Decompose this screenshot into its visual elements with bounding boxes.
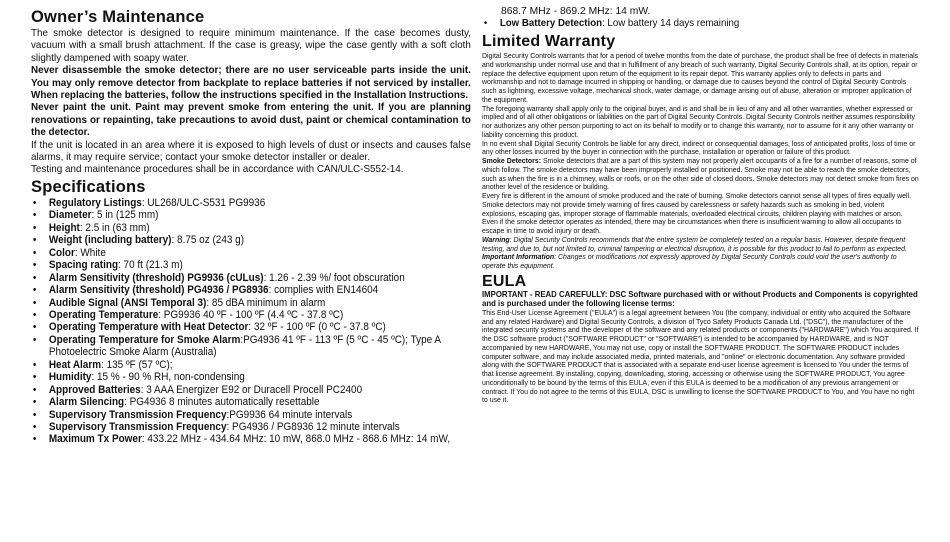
- spec-value: :PG4936 41 ºF - 113 ºF (5 ºC - 45 ºC); Type A Photoelectric Smoke Alarm (Australia): [48, 333, 441, 359]
- bullet-icon: •: [32, 371, 37, 384]
- specifications-list: [31, 197, 471, 446]
- maintenance-paragraph-testing: Testing and maintenance procedures shall be in accordance with CAN/ULC-S552-14.: [31, 163, 404, 176]
- spec-item: [31, 321, 489, 333]
- spec-value: : complies with EN14604: [268, 284, 379, 297]
- warning-label: Warning: [482, 234, 510, 244]
- spec-item: [31, 222, 489, 234]
- spec-value: : 3 AAA Energizer E92 or Duracell Procell PC2400: [140, 383, 363, 396]
- bullet-icon: •: [32, 234, 37, 247]
- spec-item: [31, 433, 489, 445]
- spec-value: : 32 ºF - 100 ºF (0 ºC - 37.8 ºC): [248, 321, 386, 334]
- spec-label: Regulatory Listings: [48, 196, 142, 209]
- important-information-label: Important Information: [482, 252, 555, 262]
- maintenance-paragraph-paint: Never paint the unit. Paint may prevent smoke from entering the unit. If you are planning renovations or repainting, take precautions to avoid dust, paint or chemical contamination to the detector.: [31, 101, 471, 139]
- tx-power-continuation: 868.7 MHz - 869.2 MHz: 14 mW.: [501, 6, 651, 17]
- left-column: [31, 8, 471, 446]
- bullet-icon: •: [483, 18, 488, 29]
- bullet-icon: •: [32, 246, 37, 259]
- spec-label: Approved Batteries: [48, 383, 141, 396]
- smoke-detectors-text: Smoke detectors that are a part of this system may not properly alert occupants of a fire for a number of reasons, some of which follow. The smoke detectors may have been improperly installed or positioned. Smoke may not be able to reach the smoke detectors, such as when the fire is in a chimney, walls or roofs, or on the other side of closed doors. Smoke detectors may not detect smoke from fires on another level of the residence or building.: [482, 156, 919, 192]
- bullet-icon: •: [32, 209, 37, 222]
- warranty-paragraph-6: Even if the smoke detector operates as intended, there may be circumstances when there is insufficient warning to allow all occupants to escape in time to avoid injury or death.: [482, 217, 902, 235]
- spec-item: [31, 334, 489, 359]
- spec-label: Color: [48, 246, 75, 259]
- bullet-icon: •: [32, 196, 37, 209]
- spec-item: [31, 371, 489, 383]
- spec-value: : 5 in (125 mm): [91, 209, 159, 222]
- bullet-icon: •: [32, 433, 37, 446]
- warranty-paragraph-5: Every fire is different in the amount of smoke produced and the rate of burning. Smoke detectors cannot sense all types of fires equally well. Smoke detectors may not provide timely warning of fires caused by carelessness or safety hazards such as smoking in bed, violent explosions, escaping gas, improper storage of flammable materials, overloaded electrical circuits, children playing with matches or arson.: [482, 191, 912, 218]
- spec-label: Diameter: [48, 209, 92, 222]
- spec-value: : 70 ft (21.3 m): [118, 259, 183, 272]
- maintenance-paragraph-dust: If the unit is located in an area where it is exposed to high levels of dust or insects and causes false alarms, it may require service; contact your smoke detector installer or dealer.: [31, 138, 471, 164]
- bullet-icon: •: [32, 284, 37, 297]
- warning-text: : Digital Security Controls recommends that the entire system be completely tested on a regular basis. However, despite frequent testing, and due to, but not limited to, criminal tampering or electrical disruption, it is possible for this product to fail to perform as expected.: [482, 234, 907, 253]
- warranty-paragraph-warning: [482, 236, 920, 254]
- spec-item: [31, 259, 489, 271]
- spec-label: Operating Temperature with Heat Detector: [48, 321, 249, 334]
- maintenance-paragraph-disassemble: Never disassemble the smoke detector; there are no user serviceable parts inside the unit. You may only remove detector from backplate to replace batteries if not serviced by installer. When replacing the batteries, follow the instructions specified in the Installation Instructions.: [31, 64, 471, 102]
- bullet-icon: •: [32, 383, 37, 396]
- spec-item: [31, 197, 489, 209]
- spec-item: [31, 297, 489, 309]
- spec-label: Supervisory Transmission Frequency: [48, 408, 227, 421]
- spec-label: Heat Alarm: [48, 358, 102, 371]
- spec-label: Height: [48, 221, 80, 234]
- spec-item: [31, 396, 489, 408]
- spec-value: : White: [74, 246, 106, 259]
- spec-label: Weight (including battery): [48, 234, 172, 247]
- spec-value: : PG9936 40 ºF - 100 ºF (4.4 ºC - 37.8 ºC): [158, 308, 344, 321]
- warranty-paragraph-smoke-detectors: [482, 157, 920, 192]
- warranty-paragraph-3: In no event shall Digital Security Controls be liable for any direct, indirect or consequential damages, loss of anticipated profits, loss of time or any other losses incurred by the buyer in connection with the purchase, installation or operation or failure of this product.: [482, 138, 916, 157]
- spec-label: Low Battery Detection: [499, 18, 603, 29]
- spec-label: Operating Temperature: [48, 308, 159, 321]
- spec-item-low-battery: [482, 18, 913, 30]
- limited-warranty-heading: Limited Warranty: [482, 33, 616, 50]
- spec-label: Audible Signal (ANSI Temporal 3): [48, 296, 207, 309]
- bullet-icon: •: [32, 221, 37, 234]
- bullet-icon: •: [32, 408, 37, 421]
- bullet-icon: •: [32, 358, 37, 371]
- eula-important-notice: IMPORTANT - READ CAREFULLY: DSC Software purchased with or without Products and Components is copyrighted and is purchased under the following license terms:: [482, 288, 918, 309]
- smoke-detectors-label: Smoke Detectors:: [482, 156, 542, 165]
- spec-label: Alarm Silencing: [48, 396, 125, 409]
- spec-item: [31, 209, 489, 221]
- warranty-paragraph-1: Digital Security Controls warrants that for a period of twelve months from the date of purchase, the product shall be free of defects in materials and workmanship under normal use and that in fulfillment of any breach of such warranty, Digital Security Controls shall, at its option, repair or replace the defective equipment upon return of the equipment to its repair depot. This warranty applies only to defects in parts and workmanship and not to damage incurred in shipping or handling, or damage due to causes beyond the control of Digital Security Controls such as lightning, excessive voltage, mechanical shock, water damage, or damage arising out of abuse, alteration or improper application of the equipment.: [482, 51, 919, 104]
- spec-item: [31, 409, 489, 421]
- bullet-icon: •: [32, 271, 37, 284]
- bullet-icon: •: [32, 259, 37, 272]
- spec-item: [31, 272, 489, 284]
- specifications-heading: Specifications: [31, 177, 146, 196]
- spec-label: Supervisory Transmission Frequency: [48, 421, 227, 434]
- owners-maintenance-heading: Owner’s Maintenance: [31, 8, 205, 26]
- spec-value: : 1.26 - 2.39 %/ foot obscuration: [263, 271, 405, 284]
- low-battery-list: [482, 18, 920, 30]
- eula-heading: EULA: [482, 272, 527, 290]
- spec-label: Operating Temperature for Smoke Alarm: [48, 333, 241, 346]
- spec-item: [31, 309, 489, 321]
- spec-item: [31, 284, 489, 296]
- spec-value: : 8.75 oz (243 g): [171, 234, 245, 247]
- spec-value: : PG4936 8 minutes automatically resettable: [124, 396, 320, 409]
- important-information-text: : Changes or modifications not expressly approved by Digital Security Controls could void the user's authority to operate this equipment.: [482, 252, 897, 270]
- right-column: [482, 6, 920, 405]
- spec-value: : PG4936 / PG8936 12 minute intervals: [226, 421, 400, 434]
- spec-item: [31, 247, 489, 259]
- spec-item: [31, 234, 489, 246]
- bullet-icon: •: [32, 308, 37, 321]
- spec-value: : 15 % - 90 % RH, non-condensing: [91, 371, 245, 384]
- spec-value: : 85 dBA minimum in alarm: [206, 296, 326, 309]
- spec-value: : 433.22 MHz - 434.64 MHz: 10 mW, 868.0 MHz - 868.6 MHz: 14 mW,: [141, 433, 451, 446]
- bullet-icon: •: [32, 333, 37, 346]
- spec-item: [31, 359, 489, 371]
- spec-value: : Low battery 14 days remaining: [602, 18, 740, 29]
- spec-label: Alarm Sensitivity (threshold) PG4936 / PG8936: [48, 284, 269, 297]
- maintenance-paragraph-cleaning: The smoke detector is designed to require minimum maintenance. If the case becomes dusty, vacuum with a small brush attachment. If the case is greasy, wipe the case gently with a soft cloth slightly dampened with soapy water.: [31, 27, 471, 64]
- warranty-paragraph-2: The foregoing warranty shall apply only to the original buyer, and is and shall be in lieu of any and all other warranties, whether expressed or implied and of all other obligations or liabilities on the part of Digital Security Controls. Digital Security Controls neither assumes responsibility nor authorizes any other person purporting to act on its behalf to modify or to change this warranty, nor to assume for it any other warranty or liability concerning this product.: [482, 103, 916, 139]
- spec-label: Maximum Tx Power: [48, 433, 142, 446]
- spec-value: : 135 ºF (57 ºC);: [101, 358, 173, 371]
- bullet-icon: •: [32, 321, 37, 334]
- spec-label: Alarm Sensitivity (threshold) PG9936 (cULus): [48, 271, 264, 284]
- spec-item: [31, 384, 489, 396]
- eula-paragraph-1: This End-User License Agreement ("EULA") is a legal agreement between You (the company, individual or entity who acquired the Software and any related Hardware) and Digital Security Controls, a division of Tyco Safety Products Canada Ltd. ("DSC"), the manufacturer of the integrated security systems and the developer of the software and any related products or components ("HARDWARE") which You acquired. If the DSC software product ("SOFTWARE PRODUCT" or "SOFTWARE") is intended to be accompanied by HARDWARE, and is NOT accompanied by new HARDWARE, You may not use, copy or install the SOFTWARE PRODUCT. The SOFTWARE PRODUCT includes computer software, and may include associated media, printed materials, and "online" or electronic documentation. Any software provided along with the SOFTWARE PRODUCT that is associated with a separate end-user license agreement is licensed to You under the terms of that license agreement. By installing, copying, downloading, storing, accessing or otherwise using the SOFTWARE PRODUCT, You agree unconditionally to be bound by the terms of this EULA, even if this EULA is deemed to be a modification of any previous arrangement or contract. If You do not agree to the terms of this EULA, DSC is unwilling to license the SOFTWARE PRODUCT to You, and You have no right to use it.: [482, 307, 919, 405]
- spec-value: : 2.5 in (63 mm): [79, 221, 150, 234]
- bullet-icon: •: [32, 296, 37, 309]
- warranty-paragraph-important: [482, 253, 920, 271]
- spec-value: : UL268/ULC-S531 PG9936: [141, 196, 266, 209]
- spec-value: :PG9936 64 minute intervals: [226, 408, 353, 421]
- spec-label: Humidity: [48, 371, 92, 384]
- bullet-icon: •: [32, 421, 37, 434]
- bullet-icon: •: [32, 396, 37, 409]
- spec-label: Spacing rating: [48, 259, 119, 272]
- spec-item: [31, 421, 489, 433]
